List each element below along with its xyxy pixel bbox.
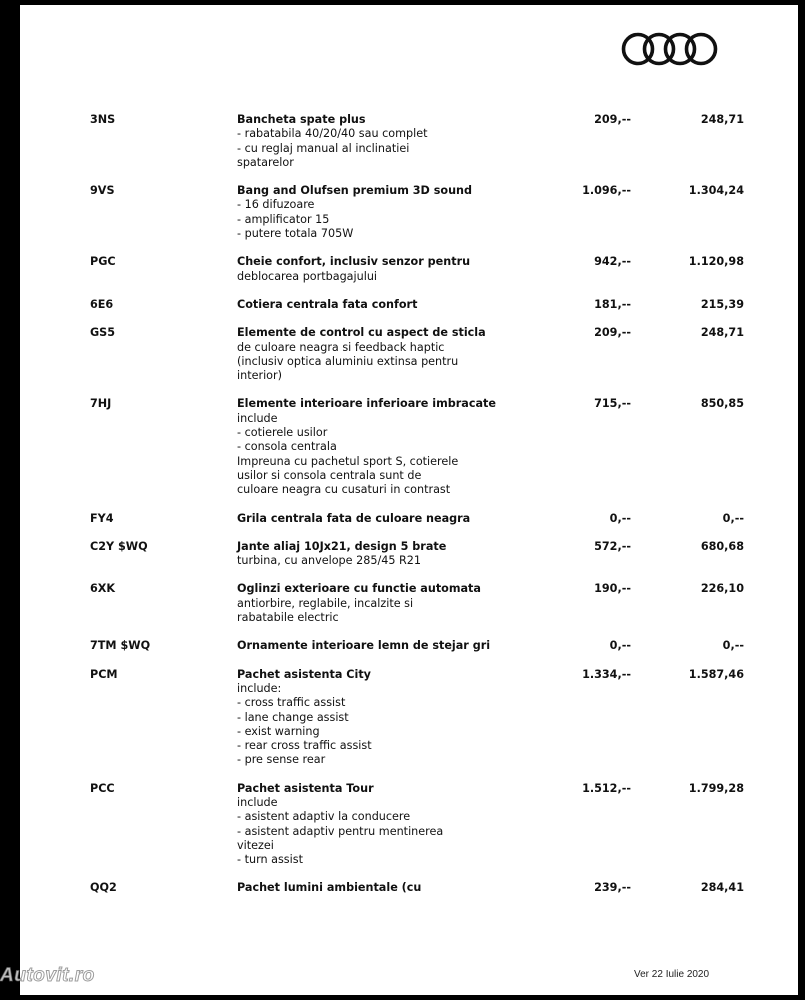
option-description [237,298,477,312]
option-code: 6XK [90,582,116,596]
option-code: PCM [90,667,118,681]
price-net: 239,-- [594,881,631,895]
option-row [20,298,798,312]
option-detail-line: - turn assist [237,853,303,867]
price-net: 190,-- [594,582,631,596]
price-gross: 215,39 [700,297,744,311]
option-detail-line: - putere totala 705W [237,227,354,241]
option-row [20,255,798,284]
option-description [237,540,477,569]
option-description [237,184,477,241]
option-row [20,782,798,868]
option-detail-line: spatarelor [237,155,294,169]
option-title: Elemente de control cu aspect de sticla [237,326,486,340]
document-page [20,5,798,995]
option-detail-line: - amplificator 15 [237,212,330,226]
option-code: 3NS [90,113,116,126]
price-net: 715,-- [594,397,631,411]
option-code: 9VS [90,184,115,198]
option-title: Cheie confort, inclusiv senzor pentru [237,255,471,269]
option-row [20,113,798,170]
option-row [20,397,798,497]
option-description [237,397,496,497]
option-detail-line: antiorbire, reglabile, incalzite si [237,596,414,610]
price-net: 0,-- [609,639,631,653]
option-title: Bang and Olufsen premium 3D sound [237,184,473,198]
option-row [20,512,798,526]
option-detail-line: - 16 difuzoare [237,198,315,212]
price-net: 942,-- [594,255,631,269]
option-description [237,512,477,526]
option-code: FY4 [90,511,114,525]
option-row [20,881,798,895]
option-title: Bancheta spate plus [237,113,366,126]
option-detail-line: - asistent adaptiv la conducere [237,810,411,824]
option-detail-line: - asistent adaptiv pentru mentinerea [237,824,444,838]
version-footer: Ver 22 Iulie 2020 [634,969,710,980]
option-detail-line: vitezei [237,838,274,852]
option-row [20,540,798,569]
option-detail-line: include [237,411,278,425]
option-title: Cotiera centrala fata confort [237,297,418,311]
option-detail-line: include: [237,681,282,695]
watermark: Autovit.ro [0,965,95,986]
price-net: 181,-- [594,297,631,311]
option-detail-line: rabatabile electric [237,611,339,625]
price-gross: 226,10 [700,582,744,596]
option-detail-line: culoare neagra cu cusaturi in contrast [237,483,451,497]
option-detail-line: - exist warning [237,724,320,738]
price-net: 209,-- [594,113,631,126]
option-row [20,184,798,241]
option-detail-line: usilor si consola centrala sunt de [237,468,422,482]
option-row [20,582,798,625]
option-title: Oglinzi exterioare cu functie automata [237,582,481,596]
price-gross: 0,-- [722,511,744,525]
option-title: Pachet asistenta Tour [237,781,374,795]
option-code: C2Y $WQ [90,539,148,553]
option-detail-line: deblocarea portbagajului [237,269,378,283]
option-detail-line: - consola centrala [237,440,337,454]
option-code: PGC [90,255,116,269]
option-title: Grila centrala fata de culoare neagra [237,511,471,525]
price-net: 209,-- [594,326,631,340]
option-description [237,668,477,768]
four-rings-logo [620,31,720,67]
option-description [237,255,477,284]
option-description [237,582,481,625]
price-net: 1.512,-- [582,781,631,795]
price-net: 0,-- [609,511,631,525]
option-detail-line: - lane change assist [237,710,349,724]
option-description [237,326,486,383]
option-row [20,668,798,768]
option-detail-line: - cotierele usilor [237,426,328,440]
price-gross: 0,-- [722,639,744,653]
option-detail-line: - cross traffic assist [237,696,346,710]
price-gross: 1.587,46 [688,667,744,681]
option-code: 7HJ [90,397,112,411]
price-gross: 680,68 [700,539,744,553]
option-detail-line: - rabatabila 40/20/40 sau complet [237,127,428,141]
option-description [237,113,477,170]
option-code: GS5 [90,326,116,340]
option-row [20,639,798,653]
option-detail-line: include [237,795,278,809]
option-code: 7TM $WQ [90,639,151,653]
option-code: 6E6 [90,297,114,311]
price-gross: 1.304,24 [688,184,744,198]
option-detail-line: (inclusiv optica aluminiu extinsa pentru [237,354,459,368]
option-detail-line: turbina, cu anvelope 285/45 R21 [237,554,422,568]
option-description [237,881,477,895]
option-code: PCC [90,781,115,795]
option-row [20,326,798,383]
option-description [237,782,477,868]
option-title: Jante aliaj 10Jx21, design 5 brate [237,539,447,553]
price-gross: 1.799,28 [688,781,744,795]
price-net: 1.334,-- [582,667,631,681]
price-gross: 1.120,98 [688,255,744,269]
option-title: Pachet lumini ambientale (cu [237,881,422,895]
option-code: QQ2 [90,881,117,895]
option-title: Ornamente interioare lemn de stejar gri [237,639,491,653]
price-net: 1.096,-- [582,184,631,198]
option-detail-line: interior) [237,369,282,383]
option-title: Pachet asistenta City [237,667,371,681]
price-gross: 248,71 [700,326,744,340]
option-description [237,639,491,653]
option-detail-line: Impreuna cu pachetul sport S, cotierele [237,454,459,468]
price-net: 572,-- [594,539,631,553]
options-list [20,113,798,896]
option-detail-line: - cu reglaj manual al inclinatiei [237,141,410,155]
option-detail-line: - pre sense rear [237,753,326,767]
option-detail-line: - rear cross traffic assist [237,739,372,753]
option-detail-line: de culoare neagra si feedback haptic [237,340,445,354]
price-gross: 248,71 [700,113,744,126]
price-gross: 284,41 [700,881,744,895]
price-gross: 850,85 [700,397,744,411]
option-title: Elemente interioare inferioare imbracate [237,397,496,411]
